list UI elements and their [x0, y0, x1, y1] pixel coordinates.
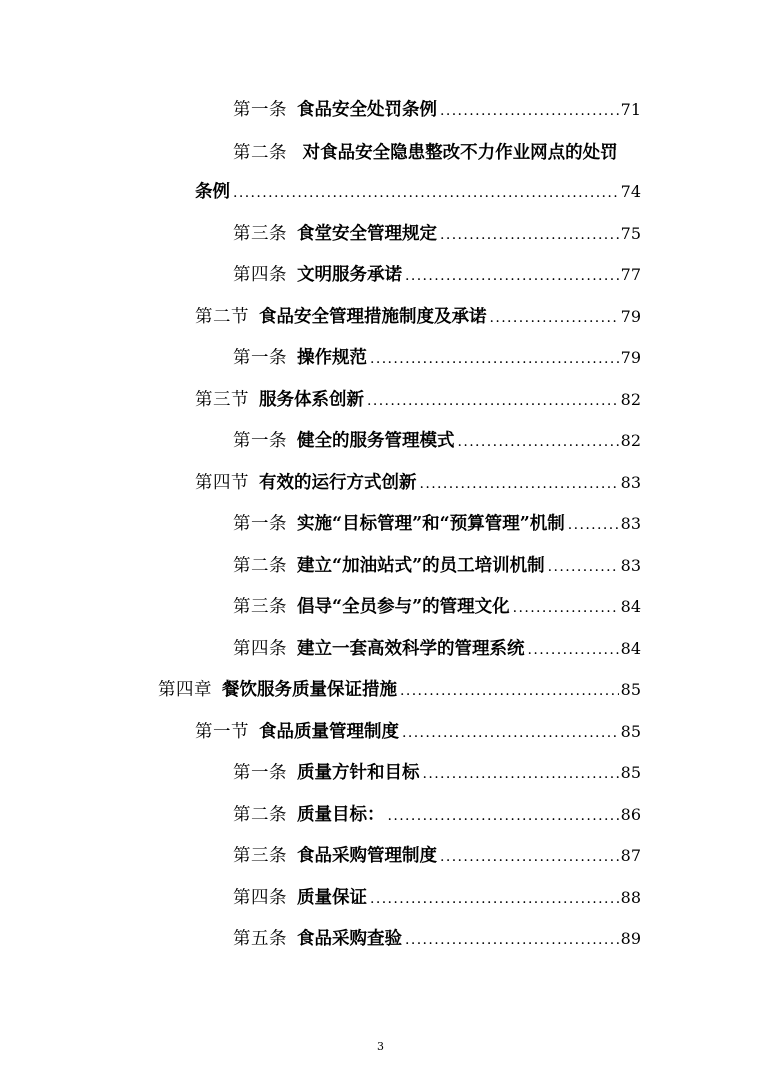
toc-entry-title: 有效的运行方式创新: [259, 473, 417, 493]
toc-entry-page: 87: [620, 846, 641, 865]
toc-entry-title: 建立一套高效科学的管理系统: [297, 639, 525, 659]
toc-entry-title: 食品采购管理制度: [297, 846, 437, 866]
toc-entry-title: 对食品安全隐患整改不力作业网点的处罚: [302, 143, 618, 163]
toc-leader-dots: [405, 264, 619, 288]
toc-entry-number: 第二条: [233, 556, 287, 576]
toc-entry-title: 质量目标：: [297, 805, 385, 825]
toc-leader-dots: [370, 887, 619, 911]
toc-leader-dots: [548, 555, 619, 579]
toc-entry-title: 文明服务承诺: [297, 265, 402, 285]
toc-entry-number: 第四节: [195, 473, 249, 493]
toc-entry-title: 餐饮服务质量保证措施: [222, 680, 397, 700]
toc-entry-title: 健全的服务管理模式: [297, 431, 455, 451]
toc-leader-dots: [420, 472, 619, 496]
toc-entry[interactable]: [158, 678, 641, 703]
toc-leader-dots: [528, 638, 619, 662]
toc-leader-dots: [490, 306, 619, 330]
toc-entry[interactable]: [233, 886, 641, 911]
toc-entry-title: 食品安全处罚条例: [297, 100, 437, 120]
toc-entry[interactable]: [233, 803, 641, 828]
toc-entry[interactable]: [233, 512, 641, 537]
toc-entry-number: 第二节: [195, 307, 249, 327]
toc-entry-title: 操作规范: [297, 348, 367, 368]
toc-entry-page: 85: [620, 680, 641, 699]
toc-entry-page: 74: [620, 182, 641, 201]
toc-leader-dots: [233, 181, 619, 205]
toc-entry-number: 第三条: [233, 224, 287, 244]
toc-entry-title: 食品采购查验: [297, 929, 402, 949]
toc-entry-number: 第二条: [233, 805, 287, 825]
toc-entry-page: 79: [620, 348, 641, 367]
toc-entry-page: 88: [620, 888, 641, 907]
toc-entry-page: 84: [620, 639, 641, 658]
toc-entry-number: 第一条: [233, 348, 287, 368]
toc-entry[interactable]: [233, 98, 641, 123]
toc-entry-page: 83: [620, 514, 641, 533]
toc-entry-page: 71: [620, 100, 641, 119]
toc-leader-dots: [423, 762, 619, 786]
toc-entry[interactable]: [233, 222, 641, 247]
toc-entry[interactable]: [233, 595, 641, 620]
toc-leader-dots: [405, 928, 619, 952]
toc-entry-page: 85: [620, 763, 641, 782]
toc-entry-number: 第三条: [233, 597, 287, 617]
toc-leader-dots: [440, 99, 619, 123]
toc-entry[interactable]: [233, 927, 641, 952]
toc-entry-number: 第四条: [233, 639, 287, 659]
toc-entry[interactable]: [195, 388, 641, 413]
toc-entry[interactable]: [233, 761, 641, 786]
toc-entry-title-continued: 条例: [195, 182, 230, 202]
toc-entry-title: 质量方针和目标: [297, 763, 420, 783]
page-number-footer: 3: [377, 1040, 384, 1053]
toc-leader-dots: [370, 347, 619, 371]
toc-entry[interactable]: [233, 844, 641, 869]
toc-leader-dots: [402, 721, 619, 745]
toc-entry-title: 倡导“全员参与”的管理文化: [297, 597, 510, 617]
toc-entry-title: 质量保证: [297, 888, 367, 908]
toc-entry-continuation[interactable]: [195, 180, 641, 205]
toc-entry-number: 第四章: [158, 680, 212, 700]
toc-leader-dots: [400, 679, 619, 703]
toc-entry-page: 83: [620, 473, 641, 492]
toc-entry-page: 82: [620, 431, 641, 450]
toc-leader-dots: [388, 804, 619, 828]
toc-entry[interactable]: [195, 471, 641, 496]
toc-entry-title: 食品安全管理措施制度及承诺: [259, 307, 487, 327]
toc-entry[interactable]: [233, 637, 641, 662]
toc-entry-number: 第一条: [233, 514, 287, 534]
toc-entry-number: 第一条: [233, 100, 287, 120]
toc-entry-title: 服务体系创新: [259, 390, 364, 410]
toc-entry-number: 第一条: [233, 763, 287, 783]
toc-entry-title: 食堂安全管理规定: [297, 224, 437, 244]
toc-entry-number: 第五条: [233, 929, 287, 949]
toc-entry-page: 77: [620, 265, 641, 284]
toc-entry-page: 82: [620, 390, 641, 409]
toc-entry[interactable]: [233, 263, 641, 288]
toc-entry-page: 86: [620, 805, 641, 824]
toc-entry-title: 实施“目标管理”和“预算管理”机制: [297, 514, 565, 534]
toc-entry[interactable]: [233, 554, 641, 579]
toc-entry-page: 79: [620, 307, 641, 326]
toc-leader-dots: [458, 430, 619, 454]
toc-entry-number: 第一节: [195, 722, 249, 742]
toc-entry-page: 84: [620, 597, 641, 616]
toc-entry-number: 第二条: [233, 143, 287, 163]
toc-leader-dots: [568, 513, 619, 537]
toc-entry-page: 89: [620, 929, 641, 948]
toc-entry-page: 83: [620, 556, 641, 575]
toc-leader-dots: [440, 845, 619, 869]
toc-entry-number: 第四条: [233, 888, 287, 908]
toc-entry[interactable]: [195, 305, 641, 330]
toc-entry-number: 第四条: [233, 265, 287, 285]
toc-entry[interactable]: [233, 429, 641, 454]
toc-entry-number: 第三节: [195, 390, 249, 410]
toc-entry[interactable]: [195, 720, 641, 745]
toc-entry[interactable]: [233, 346, 641, 371]
toc-entry-page: 85: [620, 722, 641, 741]
toc-leader-dots: [367, 389, 619, 413]
toc-leader-dots: [440, 223, 619, 247]
toc-entry-number: 第三条: [233, 846, 287, 866]
toc-entry-number: 第一条: [233, 431, 287, 451]
toc-entry-title: 建立“加油站式”的员工培训机制: [297, 556, 545, 576]
toc-leader-dots: [513, 596, 619, 620]
toc-entry-first-line[interactable]: [233, 141, 618, 165]
toc-entry-title: 食品质量管理制度: [259, 722, 399, 742]
toc-entry-page: 75: [620, 224, 641, 243]
